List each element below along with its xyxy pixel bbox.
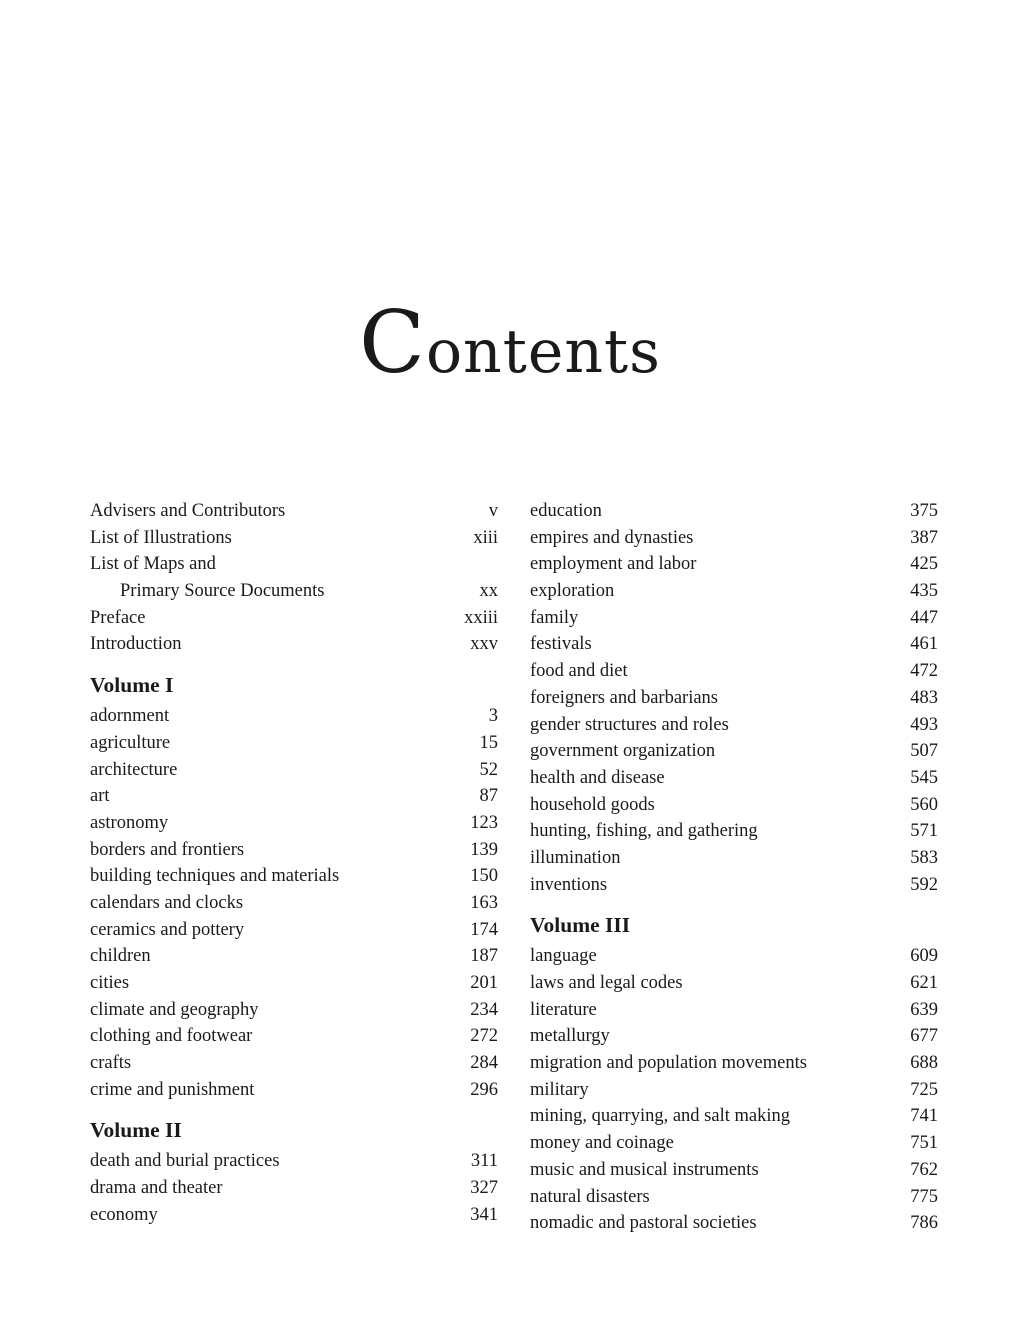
toc-entry[interactable] — [530, 525, 938, 552]
toc-entry-page: 571 — [910, 821, 938, 842]
toc-entry-title: death and burial practices — [90, 1151, 280, 1172]
toc-entry[interactable] — [530, 551, 938, 578]
toc-entry-title: adornment — [90, 706, 170, 727]
toc-entry-page: 87 — [479, 786, 498, 807]
toc-entry-page: 201 — [470, 973, 498, 993]
toc-entry-page: 741 — [910, 1106, 938, 1127]
toc-entry[interactable] — [90, 1175, 498, 1202]
toc-entry-title: crime and punishment — [90, 1079, 255, 1100]
toc-entry-title: education — [530, 501, 602, 521]
toc-entry-title: ceramics and pottery — [90, 919, 245, 940]
page-title-rest: ontents — [425, 317, 661, 387]
toc-entry-title: Primary Source Documents — [120, 581, 325, 602]
toc-entry[interactable] — [530, 498, 938, 525]
toc-entry[interactable] — [90, 863, 498, 890]
page-title — [0, 293, 1020, 393]
toc-entry-page: 560 — [910, 794, 938, 815]
toc-entry[interactable] — [530, 1077, 938, 1104]
toc-entry-title: metallurgy — [530, 1026, 610, 1047]
toc-entry-title: inventions — [530, 874, 608, 895]
toc-entry-page: xxv — [470, 634, 498, 655]
toc-entry-page: 174 — [470, 919, 498, 940]
toc-entry-title: astronomy — [90, 812, 169, 833]
toc-entry[interactable] — [530, 818, 938, 845]
toc-entry-page: 296 — [470, 1079, 498, 1100]
toc-entry-title: borders and frontiers — [90, 839, 245, 860]
toc-entry-title: foreigners and barbarians — [530, 687, 718, 708]
toc-entry-page: 15 — [479, 732, 498, 753]
toc-entry-page: 775 — [910, 1186, 938, 1207]
toc-entry-page: 234 — [470, 999, 498, 1020]
toc-entry-title: natural disasters — [530, 1186, 650, 1207]
toc-entry[interactable] — [90, 757, 498, 784]
toc-right-column — [530, 498, 938, 1237]
toc-entry-page: 284 — [470, 1053, 498, 1074]
toc-entry[interactable] — [530, 943, 938, 970]
toc-entry-page: 483 — [910, 687, 938, 708]
toc-entry-page: 435 — [910, 581, 938, 602]
toc-entry-page: 583 — [910, 847, 938, 868]
toc-entry[interactable] — [530, 997, 938, 1024]
toc-entry-title: hunting, fishing, and gathering — [530, 821, 758, 842]
toc-entry-title: children — [90, 946, 151, 967]
toc-entry[interactable] — [90, 498, 498, 525]
toc-entry-title: List of Maps and — [90, 554, 216, 575]
toc-entry-page: 447 — [910, 607, 938, 628]
volume-3-heading: Volume III — [530, 913, 631, 938]
toc-entry[interactable] — [90, 631, 498, 658]
toc-entry-page: 677 — [910, 1026, 938, 1047]
toc-entry[interactable] — [530, 578, 938, 605]
toc-entry-page: 621 — [910, 973, 938, 993]
volume-2-heading: Volume II — [90, 1118, 182, 1143]
toc-entry-title: climate and geography — [90, 999, 259, 1020]
toc-entry-page: 472 — [910, 661, 938, 682]
toc-entry-page: 507 — [910, 741, 938, 762]
toc-entry-title: List of Illustrations — [90, 527, 232, 548]
toc-entry-page: xx — [479, 581, 498, 602]
toc-entry-title: food and diet — [530, 661, 628, 682]
toc-entry-page: 725 — [910, 1079, 938, 1100]
toc-entry-page: xxiii — [464, 607, 498, 628]
page-title-initial: C — [359, 293, 426, 393]
toc-entry-title: money and coinage — [530, 1133, 674, 1154]
toc-entry-title: exploration — [530, 581, 615, 602]
toc-entry-title: art — [90, 786, 110, 807]
toc-entry[interactable] — [530, 1023, 938, 1050]
toc-entry[interactable] — [90, 605, 498, 632]
toc-entry[interactable] — [90, 997, 498, 1024]
toc-entry-page: 493 — [910, 714, 938, 735]
toc-entry-page: 387 — [910, 527, 938, 548]
toc-entry[interactable] — [90, 703, 498, 730]
toc-entry-title: empires and dynasties — [530, 527, 694, 548]
toc-entry[interactable] — [90, 943, 498, 970]
toc-entry-title: agriculture — [90, 732, 171, 753]
toc-entry[interactable] — [90, 1050, 498, 1077]
toc-entry-page: 3 — [488, 706, 498, 727]
toc-entry-page: 150 — [470, 866, 498, 887]
toc-entry-title: Advisers and Contributors — [90, 501, 286, 521]
toc-entry-title: drama and theater — [90, 1178, 223, 1199]
toc-entry[interactable] — [530, 1157, 938, 1184]
toc-entry[interactable] — [530, 970, 938, 997]
toc-entry-title: economy — [90, 1204, 158, 1225]
toc-entry-page: 751 — [910, 1133, 938, 1154]
toc-entry[interactable] — [530, 872, 938, 899]
toc-entry-title: family — [530, 607, 579, 628]
toc-entry[interactable] — [90, 890, 498, 917]
toc-entry-page: 327 — [470, 1178, 498, 1199]
toc-entry[interactable] — [90, 578, 498, 605]
toc-entry-title: mining, quarrying, and salt making — [530, 1106, 790, 1127]
toc-entry[interactable] — [530, 658, 938, 685]
toc-entry-page: 52 — [479, 759, 498, 780]
toc-entry[interactable] — [90, 525, 498, 552]
toc-entry-title: calendars and clocks — [90, 892, 244, 913]
toc-entry-page: 786 — [910, 1213, 938, 1234]
toc-entry-page: 163 — [470, 892, 498, 913]
toc-entry[interactable] — [530, 1130, 938, 1157]
toc-entry-title: literature — [530, 999, 597, 1020]
toc-entry-page: 688 — [910, 1053, 938, 1074]
toc-entry[interactable] — [90, 1148, 498, 1175]
toc-entry-title: gender structures and roles — [530, 714, 729, 735]
toc-entry-title: employment and labor — [530, 554, 697, 575]
toc-entry-title: migration and population movements — [530, 1053, 807, 1074]
toc-entry-page: 639 — [910, 999, 938, 1020]
toc-entry[interactable] — [90, 1077, 498, 1104]
toc-entry[interactable] — [530, 792, 938, 819]
toc-entry-title: laws and legal codes — [530, 973, 683, 993]
toc-entry[interactable] — [90, 970, 498, 997]
toc-entry-title: architecture — [90, 759, 178, 780]
toc-entry-page: 609 — [910, 946, 938, 967]
toc-entry-page: 592 — [910, 874, 938, 895]
toc-entry-title: illumination — [530, 847, 621, 868]
toc-entry-page: 762 — [910, 1159, 938, 1180]
toc-entry-title: crafts — [90, 1053, 132, 1074]
toc-entry[interactable] — [90, 1023, 498, 1050]
toc-entry[interactable] — [90, 551, 498, 578]
toc-entry-page: 272 — [470, 1026, 498, 1047]
toc-entry-page: 341 — [470, 1204, 498, 1225]
toc-entry-page: 545 — [910, 767, 938, 788]
toc-entry[interactable] — [530, 685, 938, 712]
toc-entry-title: building techniques and materials — [90, 866, 340, 887]
toc-entry[interactable] — [90, 837, 498, 864]
toc-entry-title: Preface — [90, 607, 146, 628]
toc-entry-page: 425 — [910, 554, 938, 575]
toc-entry-title: language — [530, 946, 597, 967]
toc-entry-title: music and musical instruments — [530, 1159, 759, 1180]
toc-entry[interactable] — [530, 1210, 938, 1237]
toc-entry[interactable] — [530, 738, 938, 765]
toc-entry-page: 139 — [470, 839, 498, 860]
toc-entry-page: 187 — [470, 946, 498, 967]
volume-1-heading: Volume I — [90, 673, 174, 698]
toc-entry-title: nomadic and pastoral societies — [530, 1213, 757, 1234]
toc-entry-title: Introduction — [90, 634, 182, 655]
toc-entry-page: xiii — [473, 527, 498, 548]
toc-entry[interactable] — [530, 1184, 938, 1211]
toc-entry[interactable] — [90, 1202, 498, 1229]
toc-entry[interactable] — [530, 631, 938, 658]
toc-entry-title: military — [530, 1079, 589, 1100]
toc-entry[interactable] — [90, 730, 498, 757]
toc-entry-title: health and disease — [530, 767, 665, 788]
toc-entry[interactable] — [530, 1103, 938, 1130]
toc-entry[interactable] — [530, 1050, 938, 1077]
toc-entry-page: 311 — [470, 1151, 498, 1172]
toc-entry-page: 461 — [910, 634, 938, 655]
toc-entry[interactable] — [90, 810, 498, 837]
toc-entry-title: clothing and footwear — [90, 1026, 253, 1047]
toc-entry-title: cities — [90, 973, 130, 993]
toc-entry[interactable] — [530, 605, 938, 632]
toc-entry-page: 123 — [470, 812, 498, 833]
toc-entry-title: household goods — [530, 794, 655, 815]
toc-entry-title: government organization — [530, 741, 716, 762]
toc-entry[interactable] — [530, 712, 938, 739]
toc-entry-page: 375 — [910, 501, 938, 521]
toc-left-column — [90, 498, 498, 1229]
toc-entry[interactable] — [530, 845, 938, 872]
toc-entry[interactable] — [530, 765, 938, 792]
toc-entry-title: festivals — [530, 634, 592, 655]
toc-entry-page: v — [488, 501, 498, 521]
toc-entry[interactable] — [90, 783, 498, 810]
toc-entry[interactable] — [90, 917, 498, 944]
